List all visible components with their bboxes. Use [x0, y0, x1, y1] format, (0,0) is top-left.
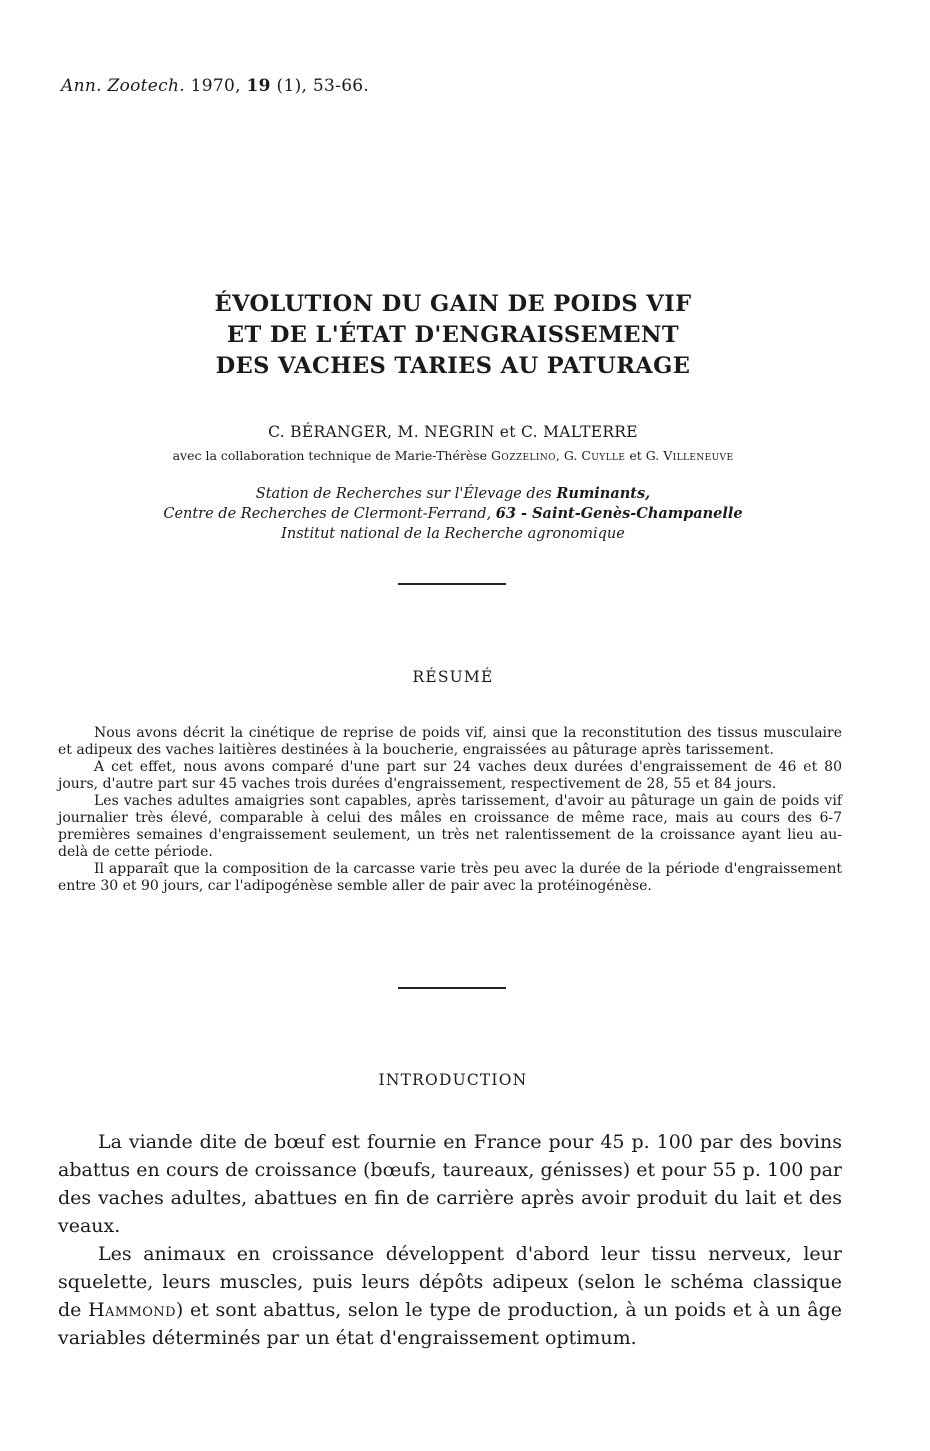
- divider-rule: [398, 987, 506, 989]
- title-line-1: ÉVOLUTION DU GAIN DE POIDS VIF: [214, 291, 692, 317]
- collab-sep-2: et G.: [625, 448, 660, 463]
- divider-rule: [398, 583, 506, 585]
- intro-p2-text-b: ) et sont abattus, selon le type de production, à un poids et à un âge variables déterminés par un état d'engraissement optimum.: [58, 1299, 842, 1349]
- resume-paragraph: A cet effet, nous avons comparé d'une part sur 24 vaches deux durées d'engraissement de 46 et 80 jours, d'autre part sur 45 vaches trois durées d'engraissement, respectivement de 28, 55 et 84 jours.: [58, 759, 842, 792]
- resume-heading: RÉSUMÉ: [412, 668, 494, 686]
- journal-citation: [61, 76, 369, 96]
- affiliation-station: Station de Recherches sur l'Élevage des: [255, 486, 552, 502]
- collab-name-2: Cuylle: [581, 448, 626, 463]
- intro-p2-author-name: Hammond: [88, 1299, 176, 1321]
- intro-paragraph-2: [58, 1240, 842, 1352]
- affiliation-line-1: [0, 484, 906, 504]
- authors: C. BÉRANGER, M. NEGRIN et C. MALTERRE: [268, 423, 638, 441]
- resume-paragraph: Il apparaît que la composition de la carcasse varie très peu avec la durée de la période d'engraissement entre 30 et 90 jours, car l'adipogénèse semble aller de pair avec la protéinogénèse.: [58, 861, 842, 894]
- journal-year: 1970,: [190, 76, 241, 96]
- resume-body: [58, 725, 842, 895]
- affiliation-ruminants: Ruminants,: [556, 485, 651, 502]
- introduction-heading: INTRODUCTION: [378, 1071, 528, 1089]
- affiliation: [0, 484, 906, 544]
- article-title: [0, 289, 906, 382]
- title-line-2: ET DE L'ÉTAT D'ENGRAISSEMENT: [226, 322, 680, 348]
- affiliation-line-3: Institut national de la Recherche agronomique: [281, 526, 625, 542]
- journal-issue-pages: (1), 53-66.: [276, 76, 370, 96]
- resume-paragraph: Les vaches adultes amaigries sont capables, après tarissement, d'avoir au pâturage un gain de poids vif journalier très élevé, comparable à celui des mâles en croissance de même race, mais au cours des 6-7 premières semaines d'engraissement seulement, un très net ralentissement de la croissance ayant lieu au-delà de cette période.: [58, 793, 842, 860]
- affiliation-centre: Centre de Recherches de Clermont-Ferrand,: [163, 506, 492, 522]
- affiliation-line-2: [0, 504, 906, 524]
- journal-volume: 19: [246, 76, 271, 96]
- collab-name-1: Gozzelino: [491, 448, 556, 463]
- collab-prefix: avec la collaboration technique de Marie-Thérèse: [172, 448, 488, 463]
- collab-name-3: Villeneuve: [663, 448, 734, 463]
- collaboration-credits: [0, 448, 906, 463]
- resume-paragraph: Nous avons décrit la cinétique de reprise de poids vif, ainsi que la reconstitution des tissus musculaire et adipeux des vaches laitières destinées à la boucherie, engraissées au pâturage après tarissement.: [58, 725, 842, 758]
- collab-sep-1: , G.: [555, 448, 578, 463]
- affiliation-address: 63 - Saint-Genès-Champanelle: [495, 505, 743, 522]
- intro-p2-text-a: Les animaux en croissance développent d'abord leur tissu nerveux, leur squelette, leurs muscles, puis leurs dépôts adipeux (selon le schéma classique de: [58, 1243, 842, 1321]
- introduction-body: [58, 1128, 842, 1352]
- journal-name: Ann. Zootech.: [61, 76, 185, 96]
- title-line-3: DES VACHES TARIES AU PATURAGE: [215, 353, 691, 379]
- intro-paragraph-1: La viande dite de bœuf est fournie en France pour 45 p. 100 par des bovins abattus en cours de croissance (bœufs, taureaux, génisses) et pour 55 p. 100 par des vaches adultes, abattues en fin de carrière après avoir produit du lait et des veaux.: [58, 1131, 842, 1237]
